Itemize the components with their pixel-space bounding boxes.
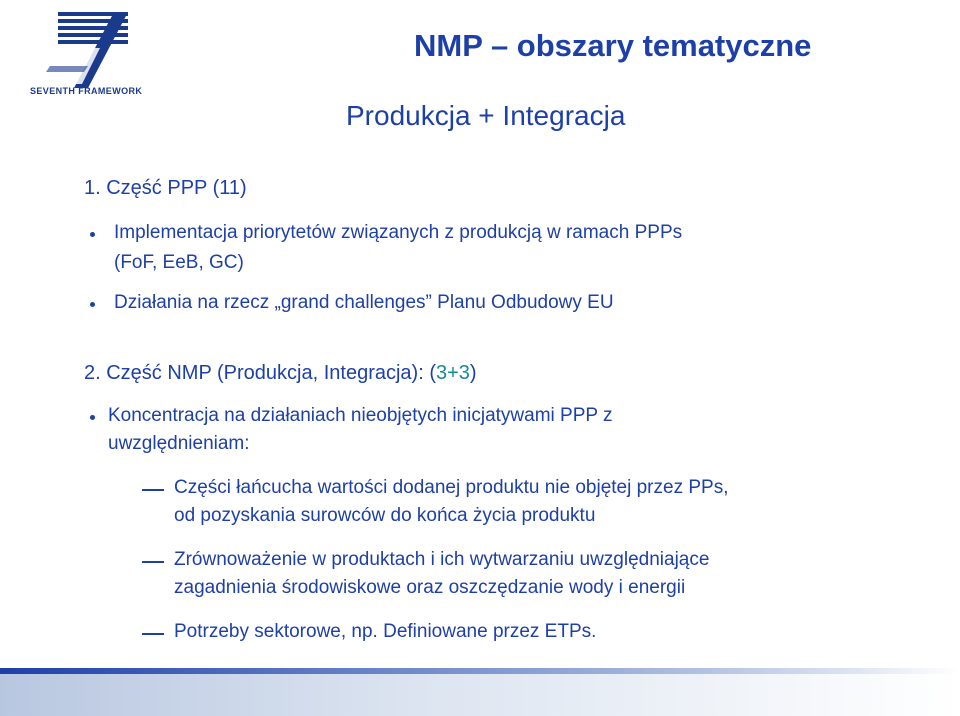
section-2-bullet-line-2: uwzględnieniam: xyxy=(108,433,250,454)
section-2-heading-count: 3+3 xyxy=(435,362,470,384)
dash-icon xyxy=(142,489,164,491)
dash-icon xyxy=(142,561,164,563)
bullet-icon xyxy=(90,415,95,420)
subitem-2-line-1: Zrównoważenie w produktach i ich wytwarzaniu uwzględniające xyxy=(174,549,710,570)
section-1-bullet-1-line-1: Implementacja priorytetów związanych z produkcją w ramach PPPs xyxy=(114,222,683,243)
subitem-1-line-2: od pozyskania surowców do końca życia produktu xyxy=(174,505,596,526)
section-2-heading-suffix: ) xyxy=(469,362,477,384)
page-subtitle: Produkcja + Integracja xyxy=(346,100,626,131)
section-2-heading-prefix: 2. Część NMP (Produkcja, Integracja): ( xyxy=(84,362,436,384)
bullet-icon xyxy=(90,232,95,237)
footer-bar xyxy=(0,668,960,674)
subitem-3-line-1: Potrzeby sektorowe, np. Definiowane przez ETPs. xyxy=(174,621,597,642)
footer-band xyxy=(0,668,960,716)
section-2-bullet-line-1: Koncentracja na działaniach nieobjętych inicjatywami PPP z xyxy=(108,405,613,426)
subitem-1-line-1: Części łańcucha wartości dodanej produktu nie objętej przez PPs, xyxy=(174,477,729,498)
bullet-icon xyxy=(90,302,95,307)
section-1-bullet-2-line-1: Działania na rzecz „grand challenges” Planu Odbudowy EU xyxy=(114,292,614,313)
logo-caption: SEVENTH FRAMEWORK xyxy=(30,86,143,96)
section-1-heading: 1. Część PPP (11) xyxy=(84,177,247,199)
section-2-heading xyxy=(84,362,477,385)
subitem-2-line-2: zagadnienia środowiskowe oraz oszczędzanie wody i energii xyxy=(174,577,686,598)
page-title: NMP – obszary tematyczne xyxy=(414,28,812,63)
dash-icon xyxy=(142,633,164,635)
section-1-bullet-1-line-2: (FoF, EeB, GC) xyxy=(114,252,244,273)
